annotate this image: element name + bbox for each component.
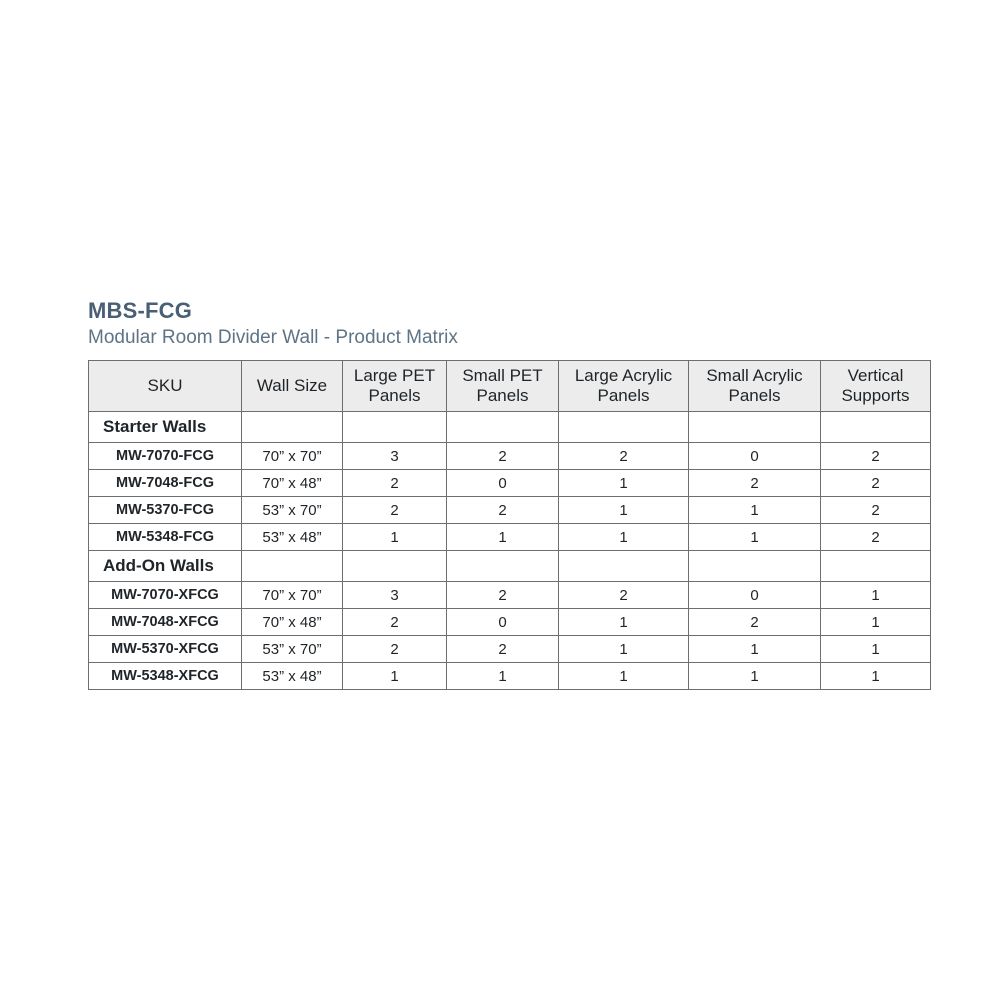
header-label: Wall Size xyxy=(256,376,328,395)
header-wall-size xyxy=(242,361,343,412)
cell-small-acrylic: 0 xyxy=(689,443,821,470)
table-row xyxy=(89,470,931,497)
cell-small-pet: 2 xyxy=(447,497,559,524)
table-header xyxy=(89,361,931,412)
cell-small-pet: 0 xyxy=(447,609,559,636)
empty-cell xyxy=(343,412,447,443)
empty-cell xyxy=(242,551,343,582)
cell-large-acrylic: 1 xyxy=(559,524,689,551)
cell-large-acrylic: 2 xyxy=(559,443,689,470)
empty-cell xyxy=(821,412,931,443)
cell-sku: MW-7070-FCG xyxy=(89,443,242,470)
cell-large-acrylic: 1 xyxy=(559,636,689,663)
empty-cell xyxy=(242,412,343,443)
header-label: Large Acrylic xyxy=(574,366,673,385)
header-vertical-supports xyxy=(821,361,931,412)
cell-large-acrylic: 2 xyxy=(559,582,689,609)
cell-vertical-supports: 2 xyxy=(821,443,931,470)
section-label: Add-On Walls xyxy=(89,551,242,582)
header-label: Vertical xyxy=(847,366,904,385)
cell-sku: MW-5348-FCG xyxy=(89,524,242,551)
header-large-pet-panels xyxy=(343,361,447,412)
cell-small-pet: 1 xyxy=(447,663,559,690)
empty-cell xyxy=(559,412,689,443)
cell-vertical-supports: 2 xyxy=(821,524,931,551)
cell-vertical-supports: 1 xyxy=(821,609,931,636)
table-row xyxy=(89,582,931,609)
cell-small-acrylic: 2 xyxy=(689,470,821,497)
cell-vertical-supports: 1 xyxy=(821,582,931,609)
cell-sku: MW-7048-FCG xyxy=(89,470,242,497)
cell-small-acrylic: 1 xyxy=(689,636,821,663)
header-label: Supports xyxy=(841,386,910,405)
section-row-starter-walls xyxy=(89,412,931,443)
empty-cell xyxy=(447,412,559,443)
cell-small-acrylic: 2 xyxy=(689,609,821,636)
header-label: Panels xyxy=(476,386,529,405)
header-label: Panels xyxy=(597,386,650,405)
cell-small-acrylic: 1 xyxy=(689,497,821,524)
table-row xyxy=(89,609,931,636)
empty-cell xyxy=(559,551,689,582)
cell-large-pet: 3 xyxy=(343,582,447,609)
cell-small-acrylic: 1 xyxy=(689,524,821,551)
cell-large-pet: 1 xyxy=(343,524,447,551)
empty-cell xyxy=(343,551,447,582)
header-label: Panels xyxy=(368,386,421,405)
cell-large-pet: 3 xyxy=(343,443,447,470)
cell-large-pet: 2 xyxy=(343,497,447,524)
table-row xyxy=(89,497,931,524)
cell-small-pet: 1 xyxy=(447,524,559,551)
header-label: Small PET xyxy=(462,366,543,385)
cell-wall-size: 53” x 48” xyxy=(242,663,343,690)
cell-large-pet: 2 xyxy=(343,636,447,663)
header-large-acrylic-panels xyxy=(559,361,689,412)
cell-wall-size: 53” x 70” xyxy=(242,636,343,663)
empty-cell xyxy=(821,551,931,582)
cell-vertical-supports: 2 xyxy=(821,497,931,524)
cell-vertical-supports: 2 xyxy=(821,470,931,497)
empty-cell xyxy=(689,551,821,582)
cell-large-acrylic: 1 xyxy=(559,663,689,690)
table-body xyxy=(89,412,931,690)
header-label: SKU xyxy=(147,376,183,395)
empty-cell xyxy=(447,551,559,582)
cell-vertical-supports: 1 xyxy=(821,636,931,663)
cell-large-pet: 1 xyxy=(343,663,447,690)
header-label: Panels xyxy=(728,386,781,405)
cell-large-acrylic: 1 xyxy=(559,470,689,497)
cell-sku: MW-5370-FCG xyxy=(89,497,242,524)
cell-large-pet: 2 xyxy=(343,609,447,636)
cell-wall-size: 53” x 48” xyxy=(242,524,343,551)
cell-sku: MW-5348-XFCG xyxy=(89,663,242,690)
header-sku xyxy=(89,361,242,412)
cell-wall-size: 70” x 70” xyxy=(242,443,343,470)
cell-large-acrylic: 1 xyxy=(559,497,689,524)
cell-small-pet: 2 xyxy=(447,636,559,663)
section-label: Starter Walls xyxy=(89,412,242,443)
cell-sku: MW-5370-XFCG xyxy=(89,636,242,663)
table-row xyxy=(89,636,931,663)
cell-wall-size: 70” x 48” xyxy=(242,609,343,636)
cell-wall-size: 70” x 48” xyxy=(242,470,343,497)
cell-wall-size: 53” x 70” xyxy=(242,497,343,524)
product-matrix-table xyxy=(88,360,931,690)
header-small-acrylic-panels xyxy=(689,361,821,412)
section-row-add-on-walls xyxy=(89,551,931,582)
cell-small-acrylic: 0 xyxy=(689,582,821,609)
document-subtitle: Modular Room Divider Wall - Product Matrix xyxy=(88,327,458,348)
header-small-pet-panels xyxy=(447,361,559,412)
cell-small-acrylic: 1 xyxy=(689,663,821,690)
table-row xyxy=(89,524,931,551)
table-row xyxy=(89,663,931,690)
header-label: Large PET xyxy=(353,366,436,385)
cell-large-acrylic: 1 xyxy=(559,609,689,636)
cell-large-pet: 2 xyxy=(343,470,447,497)
empty-cell xyxy=(689,412,821,443)
table-row xyxy=(89,443,931,470)
cell-wall-size: 70” x 70” xyxy=(242,582,343,609)
cell-vertical-supports: 1 xyxy=(821,663,931,690)
cell-small-pet: 2 xyxy=(447,582,559,609)
header-label: Small Acrylic xyxy=(706,366,803,385)
cell-sku: MW-7070-XFCG xyxy=(89,582,242,609)
cell-small-pet: 2 xyxy=(447,443,559,470)
document-title: MBS-FCG xyxy=(88,298,193,323)
cell-sku: MW-7048-XFCG xyxy=(89,609,242,636)
header-row xyxy=(89,361,931,412)
cell-small-pet: 0 xyxy=(447,470,559,497)
